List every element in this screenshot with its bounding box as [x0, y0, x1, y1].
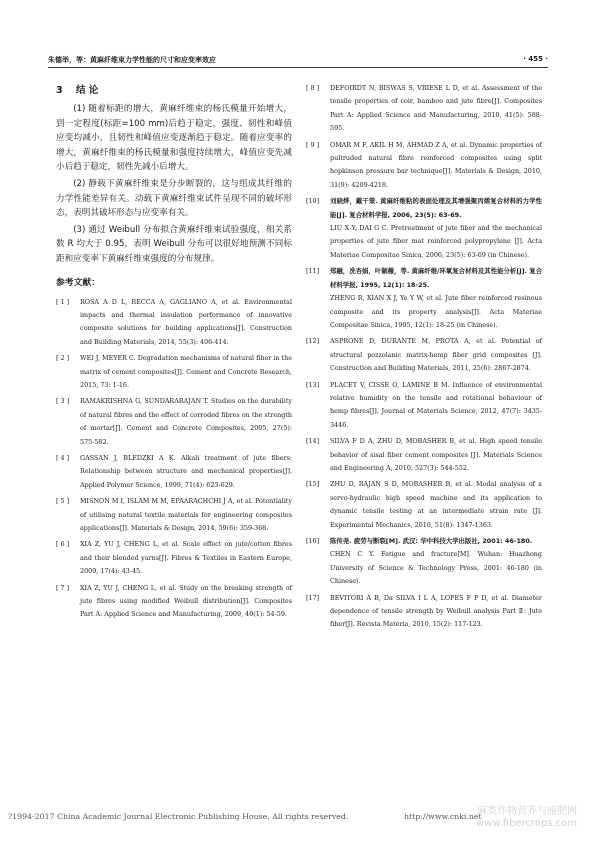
reference-item	[56, 296, 292, 350]
reference-item	[56, 352, 292, 392]
reference-text-chinese: 陈传尧. 疲劳与断裂[M]. 武汉: 华中科技大学出版社, 2001: 46-180.	[330, 537, 533, 545]
reference-number: [ 6 ]	[56, 540, 70, 549]
reference-number: [ 9 ]	[306, 140, 320, 149]
copyright-notice: ?1994-2017 China Academic Journal Electronic Publishing House. All rights reserved.	[8, 812, 349, 821]
reference-cn-line	[306, 195, 542, 222]
reference-item	[306, 335, 542, 375]
reference-text: BEVITORI A B, Da SILVA I L A, LOPES F P D, et al. Diameter dependence of tensile strength by Weibull analysis Part Ⅱ: Jute fiber[J]. Revista Matéria, 2010, 15(2): 117-123.	[330, 593, 542, 629]
reference-number: [ 1 ]	[56, 297, 70, 306]
footer-link[interactable]: http://www.cnki.net	[404, 812, 482, 821]
conclusion-paragraph-1: (1) 随着标距的增大，黄麻纤维束的杨氏模量开始增大，到一定程度(标距=100 mm)后趋于稳定，强度、韧性和峰值应变均减小，且韧性和峰值应变逐渐趋于稳定。随着应变率的增大，黄麻纤维束的杨氏模量和强度持续增大，峰值应变先减小后趋于稳定，韧性先减小后增大。	[56, 104, 292, 173]
reference-number: [16]	[306, 537, 320, 545]
reference-number: [15]	[306, 480, 320, 489]
page-number: · 455 ·	[523, 55, 548, 63]
reference-number: [ 8 ]	[306, 84, 320, 92]
reference-item	[56, 452, 292, 492]
reference-number: [13]	[306, 380, 320, 389]
watermark-text: 麻类作物营养与施肥网	[477, 806, 578, 817]
reference-text: SILVA F D A, ZHU D, MOBASHER B, et al. High speed tensile behavior of sisal fiber cement composites [J]. Materials Science and Engineering A, 2010, 527(3): 544-552.	[330, 437, 542, 472]
reference-number: [12]	[306, 337, 320, 346]
running-header	[48, 52, 548, 66]
reference-text: ASPRONE D, DURANTE M, PROTA A, et al. Potential of structural pozzolanic matrix-hemp fiber grid composites [J]. Construction and Building Materials, 2011, 25(6): 2867-2874.	[330, 337, 542, 373]
reference-number: [ 4 ]	[56, 454, 70, 462]
reference-text-english: CHEN C Y. Fatigue and fracture[M]. Wuhan: Huazhong University of Science & Technology Press, 2001: 46-180 (in Chinese).	[330, 550, 542, 586]
reference-item	[306, 435, 542, 475]
references-heading: 参考文献：	[56, 277, 100, 288]
reference-text: ROSA A D L, RECCA A, GAGLIANO A, et al. Environmental impacts and thermal insulation performance of innovative composite solutions for building applications[J]. Construction and Building Materials, 2014, 55(3): 406-414.	[80, 297, 292, 346]
left-column	[56, 82, 292, 625]
reference-item	[56, 495, 292, 535]
right-column	[306, 82, 542, 635]
reference-item	[306, 379, 542, 433]
reference-text: XIA Z, YU J, CHENG L, et al. Study on the breaking strength of jute fibres using modified Weibull distribution[J]. Composites Part A: Applied Science and Manufacturing, 2009, 40(1): 54-59.	[80, 583, 292, 619]
reference-text: DEFOIRDT N, BISWAS S, VRIESE L D, et al. Assessment of the tensile properties of coir, bamboo and jute fibre[J]. Composites Part A: Applied Science and Manufacturing, 2010, 41(5): 588-595.	[330, 84, 542, 133]
reference-text-english: LIU X Y, DAI G C. Pretreatment of jute fiber and the mechanical properties of jute fiber mat reinforced polypropylene [J]. Acta Materiae Compositae Sinica, 2006, 23(5): 63-69 (in Chinese).	[330, 224, 542, 259]
watermark	[476, 806, 577, 830]
reference-number: [ 2 ]	[56, 354, 70, 363]
reference-text: XIA Z, YU J, CHENG L, et al. Scale effect on jute/cotton fibres and their blended yarns[J]. Fibres & Textiles in Eastern Europe, 2009, 17(4): 43-45.	[80, 540, 292, 576]
reference-item	[306, 82, 542, 136]
reference-text-chinese: 刘晓烨，戴干策. 黄麻纤维粘的表面处理及其增强聚丙烯复合材料的力学性能[J]. 复合材料学报, 2006, 23(5): 63-69.	[330, 197, 542, 219]
reference-number: [10]	[306, 197, 320, 206]
reference-item	[306, 592, 542, 632]
reference-number: [ 5 ]	[56, 497, 70, 506]
reference-item	[306, 195, 542, 262]
reference-number: [ 7 ]	[56, 583, 70, 592]
reference-text: MISNON M I, ISLAM M M, EPAARACHCHI J A, et al. Potentiality of utilising natural textile materials for engineering composites applications[J]. Materials & Design, 2014, 59(6): 359-368.	[80, 497, 292, 533]
reference-text-chinese: 郑融，冼杏娟，叶颖薇，等. 黄麻纤维/环氧复合材料及其性能分析[J]. 复合材料学报, 1995, 12(1): 18-25.	[330, 267, 542, 289]
reference-item	[56, 395, 292, 449]
conclusion-paragraph-3: (3) 通过 Weibull 分布拟合黄麻纤维束试验强度，相关系数 R 均大于 0.95，表明 Weibull 分布可以很好地预测不同标距和应变率下黄麻纤维束强度的分布规律。	[56, 224, 292, 264]
reference-number: [11]	[306, 267, 320, 276]
watermark-url: www.fibercrops.com	[476, 818, 578, 829]
reference-text: RAMAKRISHNA G, SUNDARARAJAN T. Studies on the durability of natural fibres and the effect of corroded fibres on the strength of mortar[J]. Cement and Concrete Composites, 2005, 27(5): 575-582.	[80, 397, 292, 446]
reference-text: OMAR M F, AKIL H M, AHMAD Z A, et al. Dynamic properties of pultruded natural fibre reinforced composites using split hopkinson pressure bar technique[J]. Materials & Design, 2010, 31(9): 4209-4218.	[330, 140, 542, 189]
running-header-title: 朱德举，等：黄麻纤维束力学性能的尺寸和应变率效应	[48, 56, 216, 64]
reference-text: PLACET V, CISSE O, LAMINE B M. Influence of environmental relative humidity on the tensile and rotational behaviour of hemp fibres[J]. Journal of Materials Science, 2012, 47(7): 3435-3446.	[330, 380, 542, 429]
reference-text: WEI J, MEYER C. Degradation mechanisms of natural fiber in the matrix of cement composites[J]. Cement and Concrete Research, 2015, 73: 1-16.	[80, 354, 292, 389]
section-number: 3	[56, 85, 63, 96]
reference-cn-line	[306, 535, 542, 548]
section-title: 结 论	[75, 85, 99, 96]
reference-text-english: ZHENG R, XIAN X J, Ye Y W, et al. Jute fiber reinforced resinous composite and its property analysis[J]. Acta Materiae Compositae Sinica, 1995, 12(1): 18-25 (in Chinese).	[330, 294, 542, 329]
reference-number: [17]	[306, 593, 320, 602]
reference-number: [14]	[306, 437, 320, 446]
reference-item	[306, 478, 542, 532]
header-rule	[48, 67, 548, 68]
reference-item	[306, 535, 542, 589]
reference-cn-line	[306, 265, 542, 292]
reference-text: ZHU D, RAJAN S D, MOBASHER B, et al. Modal analysis of a servo-hydraulic high speed machine and its application to dynamic tensile testing at an intermediate strain rate [J]. Experimental Mechanics, 2010, 51(8): 1347-1363.	[330, 480, 542, 529]
reference-item	[306, 265, 542, 332]
conclusion-paragraph-2: (2) 静载下黄麻纤维束是分步断裂的，这与组成其纤维的力学性能差异有关。动载下黄麻纤维束试件呈现不同的破坏形态，表明其破坏形态与应变率有关。	[56, 178, 292, 219]
reference-item	[56, 538, 292, 578]
reference-item	[56, 582, 292, 622]
section-heading	[56, 82, 292, 96]
reference-item	[306, 139, 542, 193]
reference-number: [ 3 ]	[56, 397, 70, 406]
reference-text: GASSAN J, BLEDZKI A K. Alkali treatment of jute fibers: Relationship between structure and mechanical properties[J]. Applied Polymer Science, 1999, 71(4): 623-629.	[80, 454, 292, 489]
